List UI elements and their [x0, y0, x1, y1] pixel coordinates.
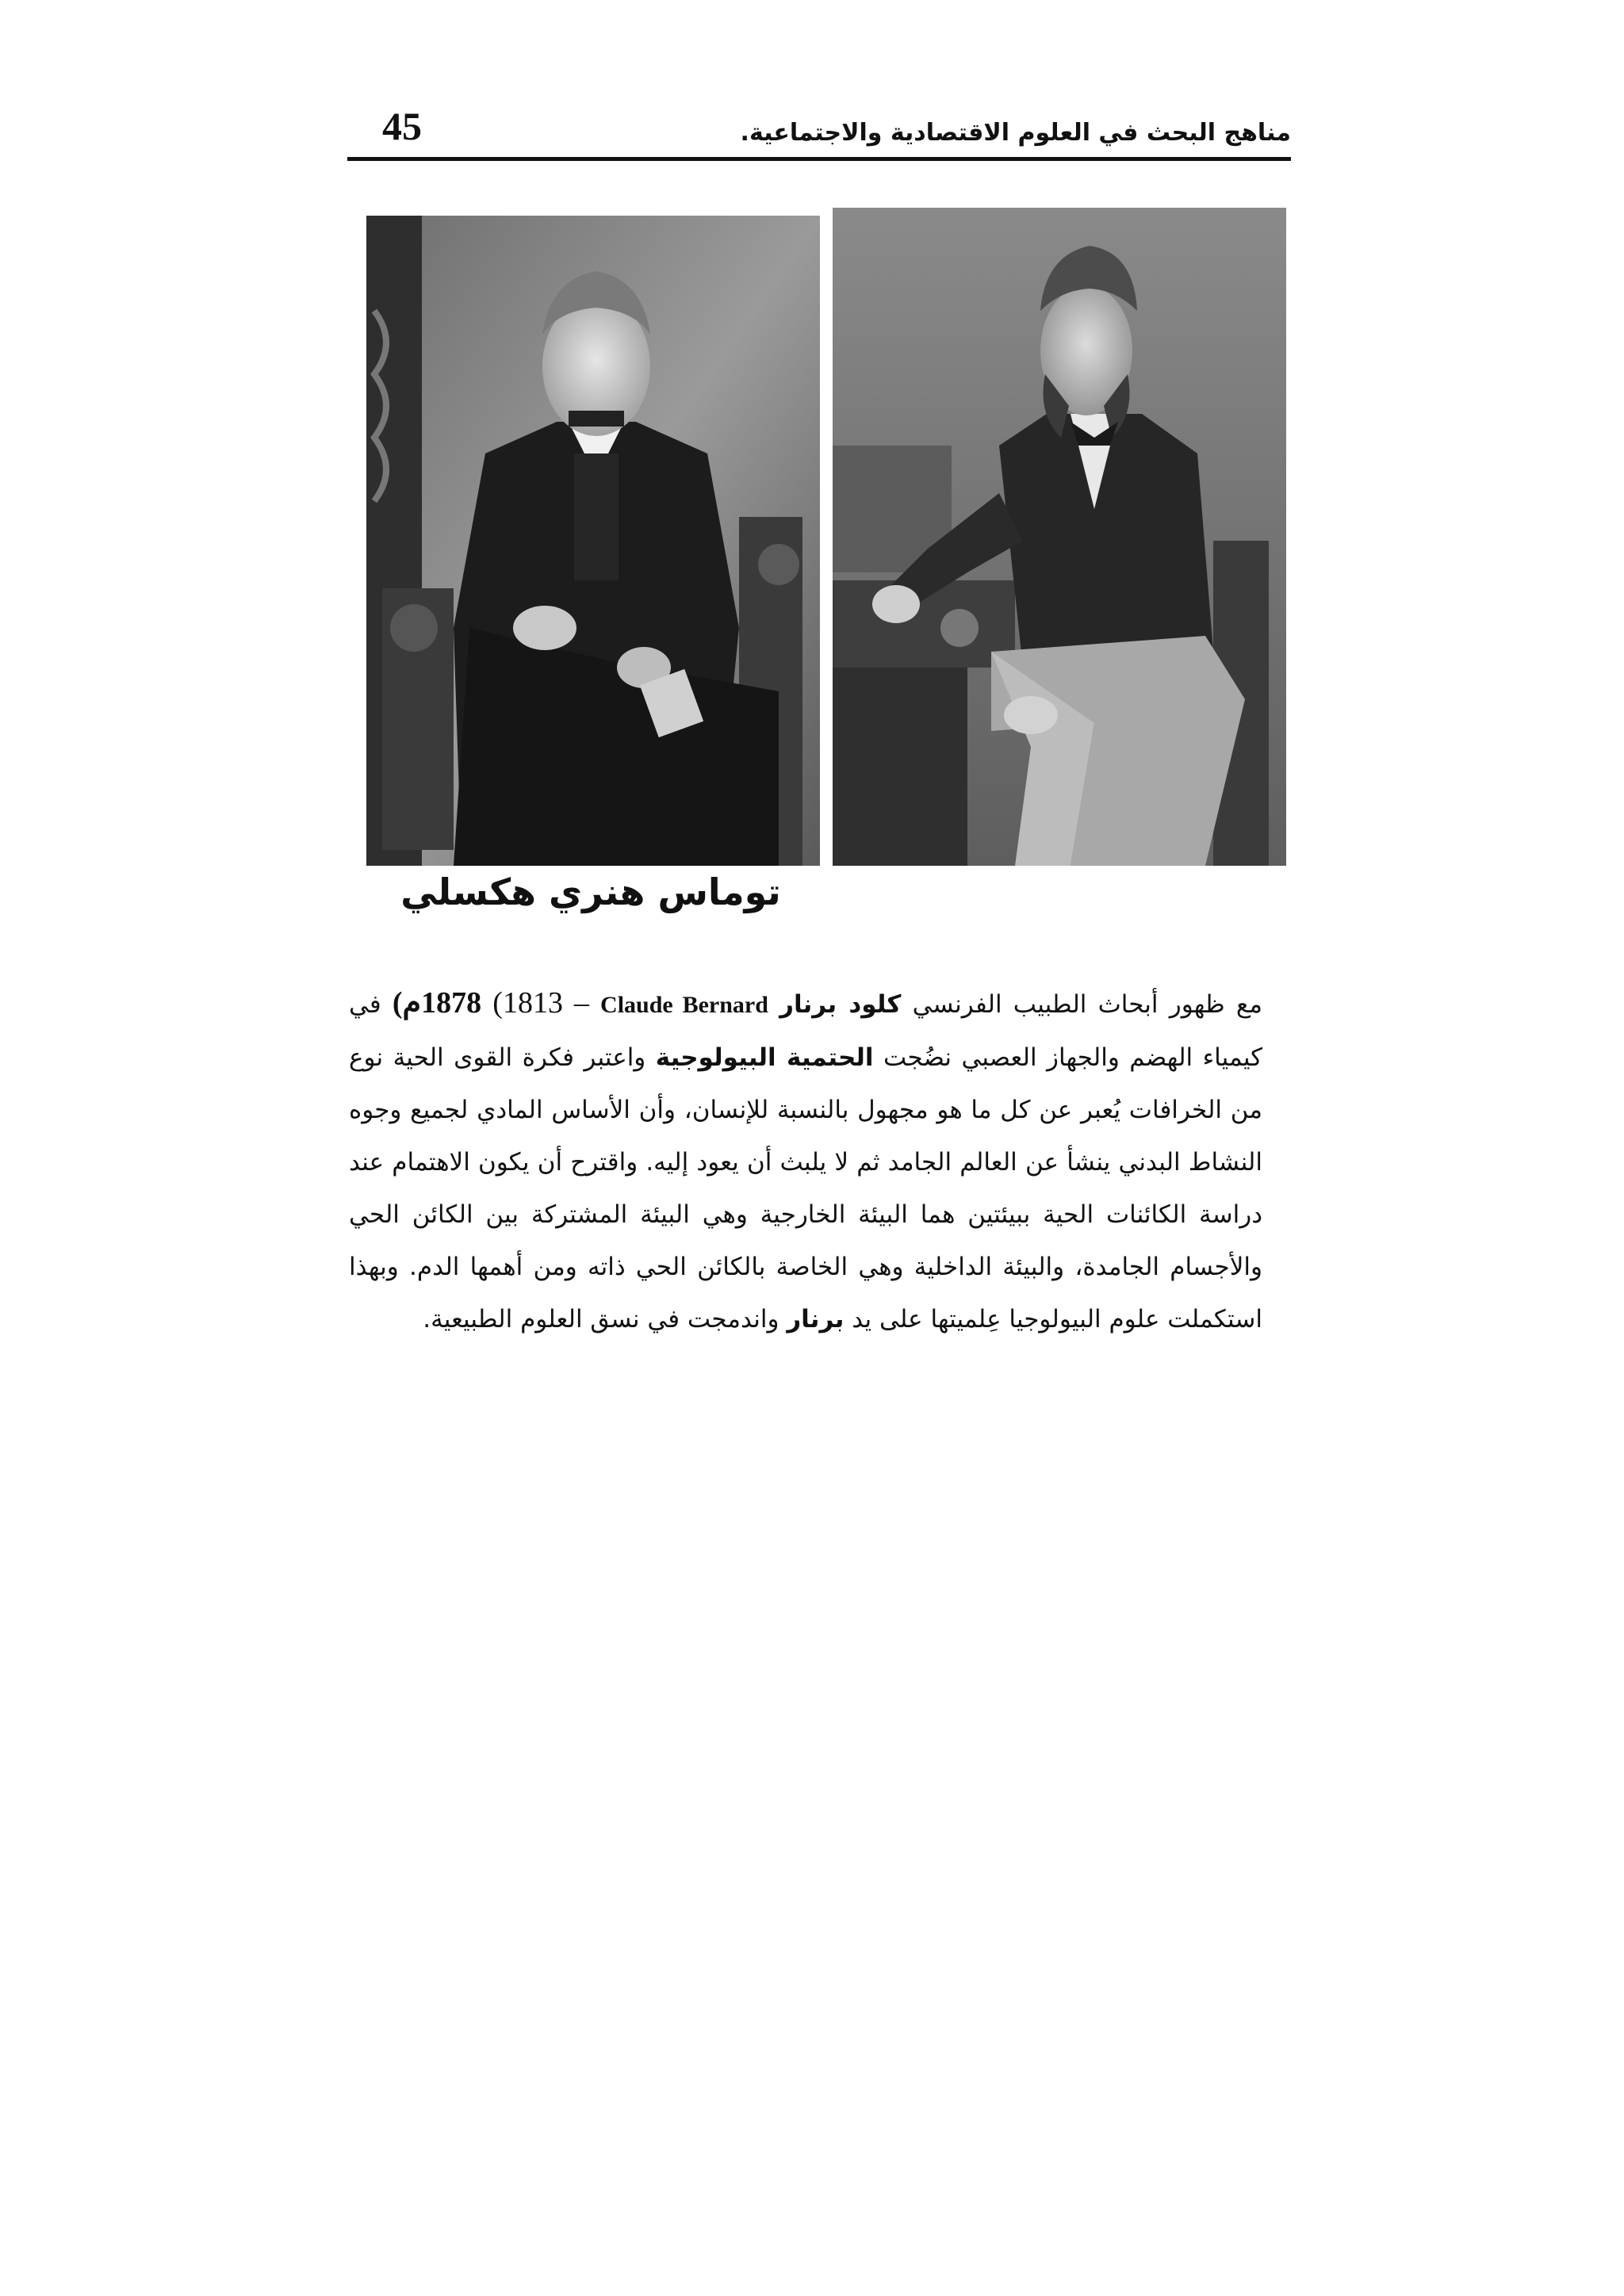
text-segment: واندمجت في نسق العلوم الطبيعية. [423, 1305, 779, 1334]
portrait-photo-left [366, 216, 820, 866]
page-number: 45 [382, 104, 422, 148]
text-segment: مع ظهور أبحاث الطبيب الفرنسي [912, 990, 1262, 1019]
running-title: مناهج البحث في العلوم الاقتصادية والاجتماعية. [740, 119, 1291, 147]
text-segment: واعتبر فكرة القوى الحية نوع من الخرافات يُعبر عن كل ما هو مجهول بالنسبة للإنسان، وأن الأساس المادي لجميع وجوه النشاط البدني ينشأ عن العالم الجامد ثم لا يلبث أن يعود إليه. واقترح أن يكون الاهتمام عند دراسة الكائنات الحية ببيئتين هما البيئة الخارجية وهي البيئة المشتركة بين الكائن الحي والأجسام الجامدة، والبيئة الداخلية وهي الخاصة بالكائن الحي ذاته ومن أهمها الدم. وبهذا استكملت علوم البيولوجيا عِلميتها على يد [349, 1043, 1262, 1334]
person-name-bold: كلود برنار [779, 990, 902, 1019]
person-name-latin: Claude Bernard [600, 992, 768, 1018]
person-name-short-bold: برنار [787, 1305, 845, 1334]
figure-caption: توماس هنري هكسلي [400, 871, 781, 913]
death-year: 1878م) [392, 986, 482, 1020]
body-paragraph [349, 977, 1262, 1345]
page-header [347, 95, 1291, 161]
key-term-bold: الحتمية البيولوجية [655, 1043, 874, 1072]
birth-year: (1813 – [492, 986, 589, 1020]
text-segment: في كيمياء الهضم والجهاز العصبي نضُجت [349, 990, 1263, 1072]
portrait-photo-right [833, 208, 1286, 866]
